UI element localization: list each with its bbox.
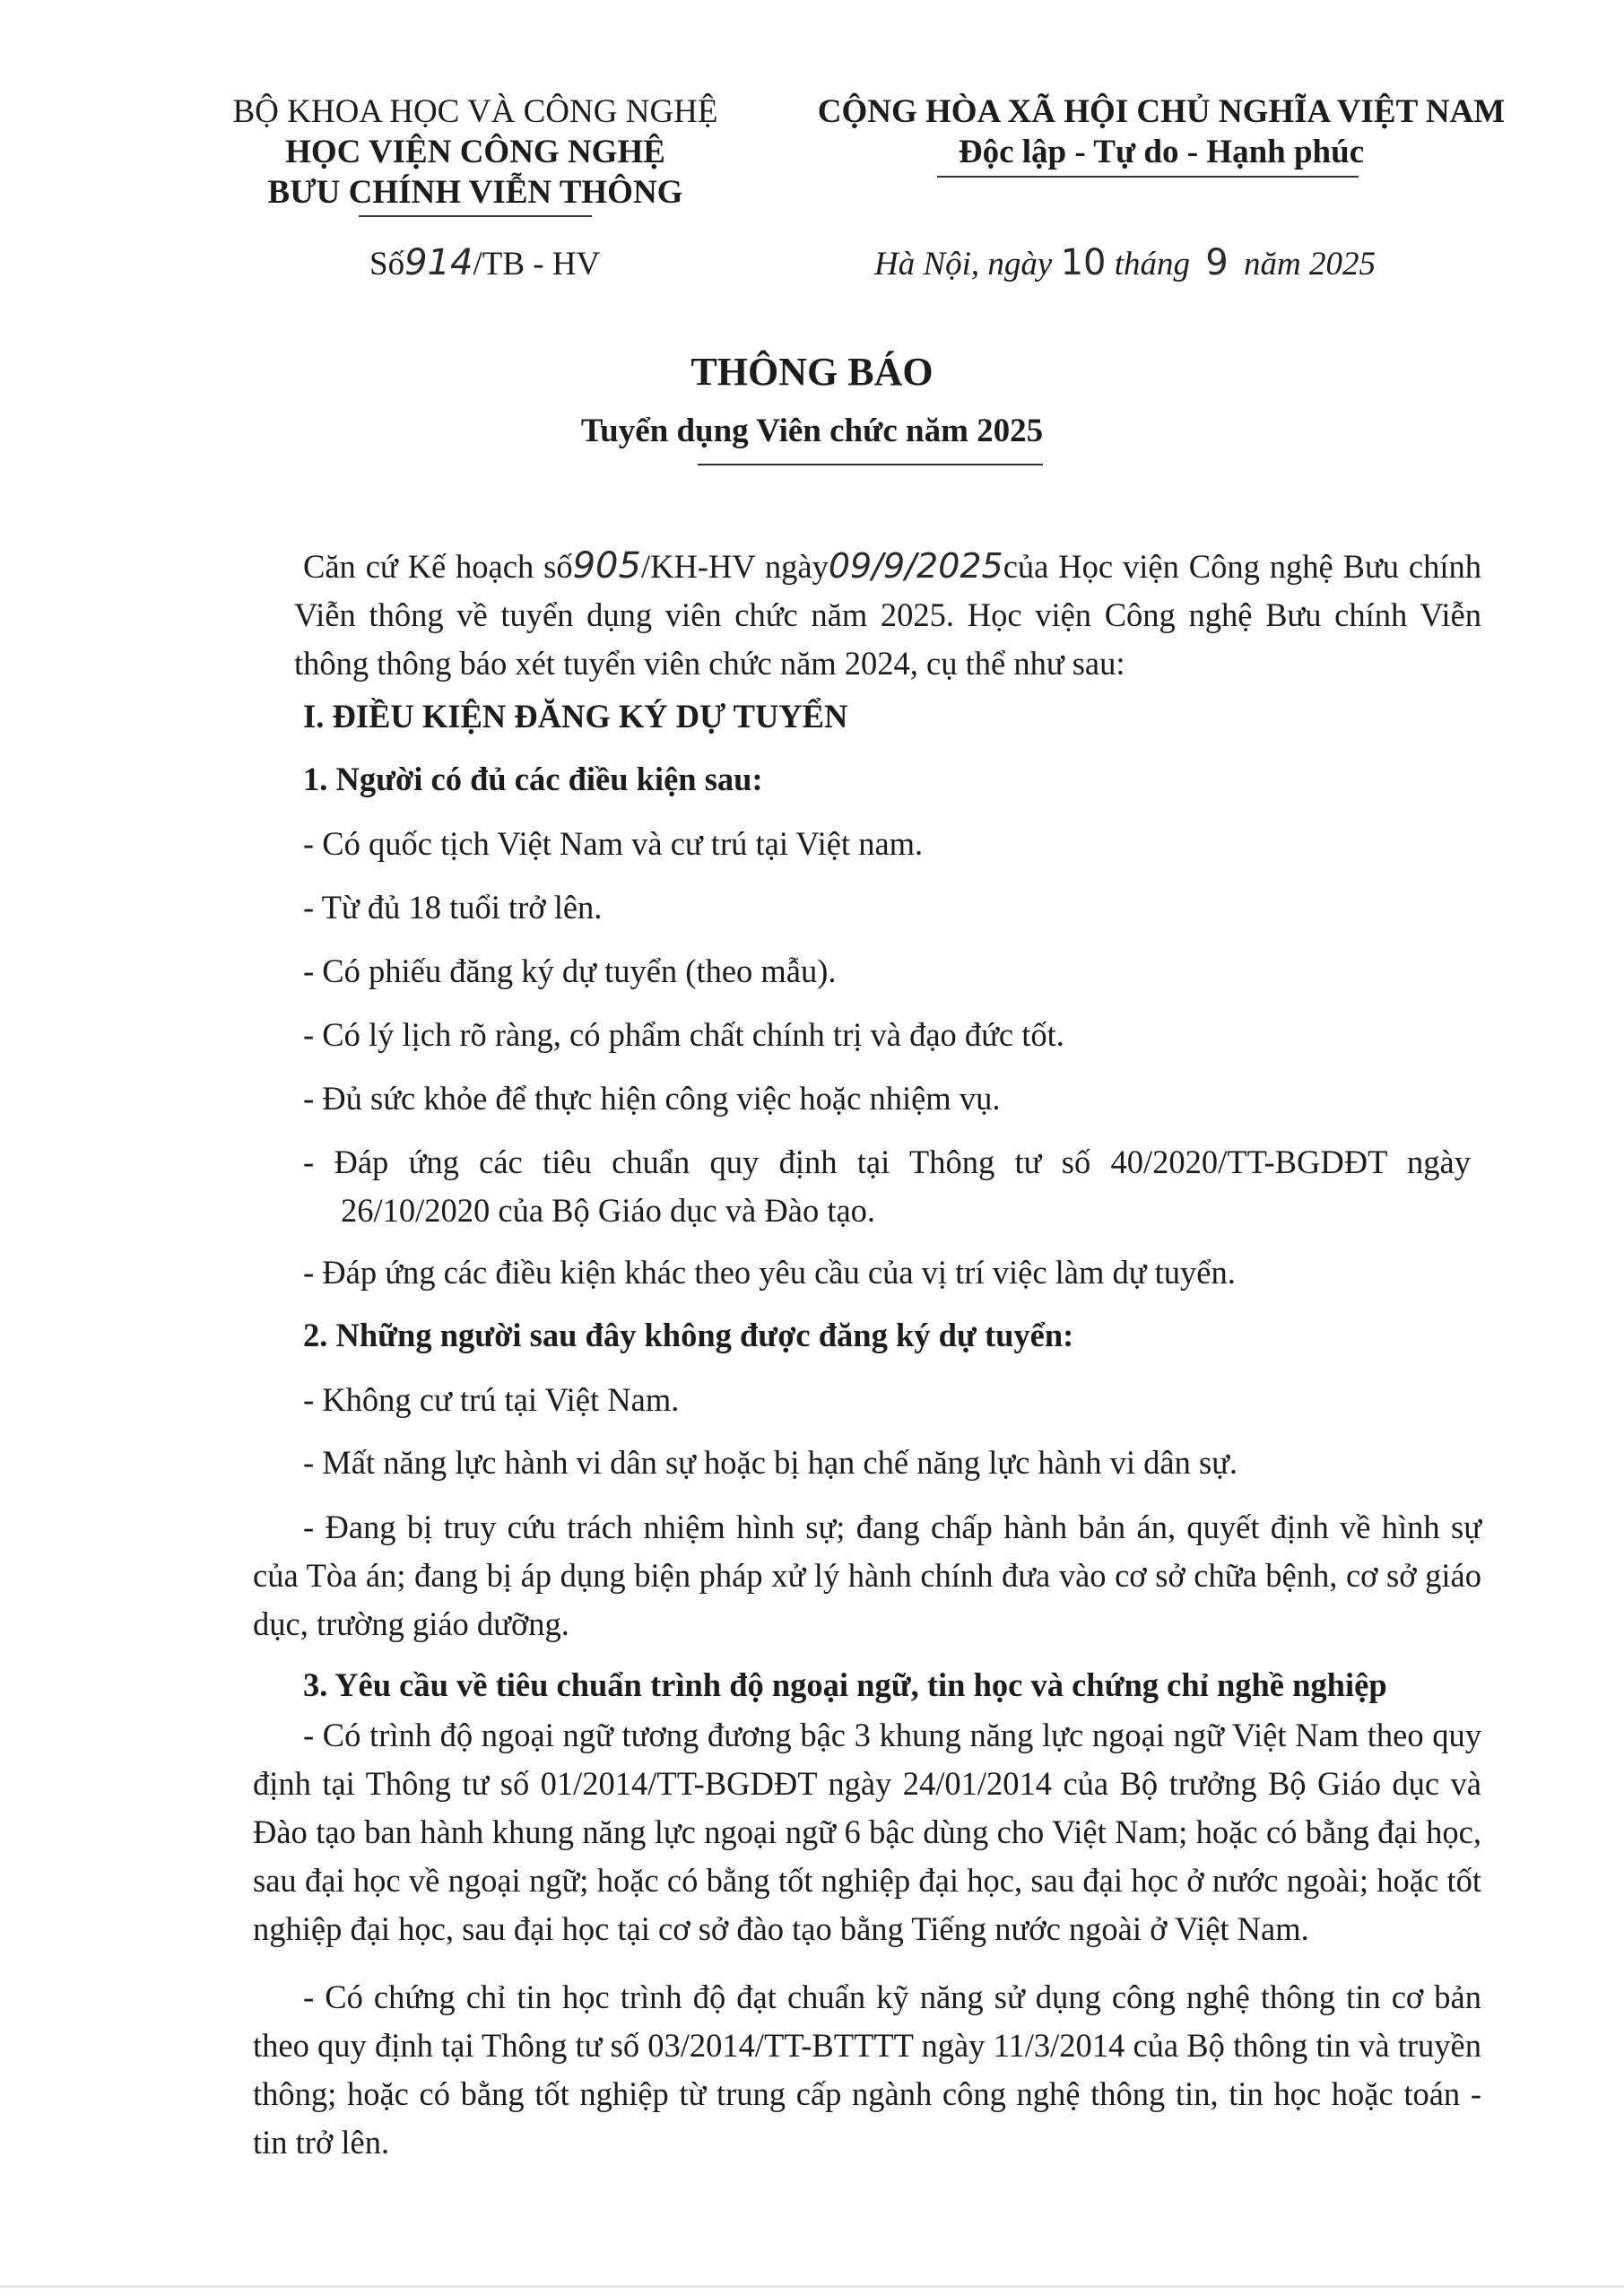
- condition-item: - Có phiếu đăng ký dự tuyển (theo mẫu).: [303, 952, 837, 989]
- requirement-item: - Có trình độ ngoại ngữ tương đương bậc 3 khung năng lực ngoại ngữ Việt Nam theo quy định tại Thông tư số 01/2014/TT-BGDĐT ngày 24/01/2014 của Bộ trưởng Bộ Giáo dục và Đào tạo ban hành khung năng lực ngoại ngữ 6 bậc dùng cho Việt Nam; hoặc có bằng đại học, sau đại học về ngoại ngữ; hoặc có bằng tốt nghiệp đại học, sau đại học ở nước ngoài; hoặc tốt nghiệp đại học, sau đại học tại cơ sở đào tạo bằng Tiếng nước ngoài ở Việt Nam.: [253, 1717, 1481, 1947]
- header-left: [206, 91, 744, 213]
- page-subtitle: Tuyển dụng Viên chức năm 2025: [580, 413, 1044, 449]
- subsection-3-title: 3. Yêu cầu về tiêu chuẩn trình độ ngoại ngữ, tin học và chứng chỉ nghề nghiệp: [303, 1666, 1387, 1703]
- document-date: [874, 240, 1376, 287]
- condition-item: - Từ đủ 18 tuổi trở lên.: [303, 889, 603, 926]
- intro-text-3: của Học viện Công nghệ Bưu chính Viễn thông về tuyển dụng viên chức năm 2025. Học viện Công nghệ Bưu chính Viễn thông thông báo xét tuyển viên chức năm 2024, cụ thể như sau:: [294, 548, 1481, 682]
- date-year: năm 2025: [1244, 246, 1376, 283]
- subtitle-underline: [698, 464, 1043, 465]
- header-right: [789, 91, 1533, 172]
- date-month-handwritten: 9: [1205, 242, 1229, 283]
- date-place: Hà Nội, ngày: [874, 246, 1053, 283]
- condition-item: - Đáp ứng các điều kiện khác theo yêu cầu của vị trí việc làm dự tuyển.: [303, 1254, 1236, 1291]
- ministry-name: BỘ KHOA HỌC VÀ CÔNG NGHỆ: [232, 93, 718, 130]
- intro-paragraph: [294, 542, 1481, 688]
- plan-number-handwritten: 905: [572, 545, 641, 587]
- doc-number-suffix: /TB - HV: [473, 246, 601, 283]
- institute-name-line2: BƯU CHÍNH VIỄN THÔNG: [267, 174, 683, 211]
- intro-text-1: Căn cứ Kế hoạch số: [303, 548, 573, 585]
- condition-item: - Đáp ứng các tiêu chuẩn quy định tại Thông tư số 40/2020/TT-BGDĐT ngày 26/10/2020 của Bộ Giáo dục và Đào tạo.: [303, 1144, 1471, 1229]
- page-title: THÔNG BÁO: [690, 350, 934, 394]
- motto: Độc lập - Tự do - Hạnh phúc: [958, 134, 1365, 170]
- exclusion-item: - Không cư trú tại Việt Nam.: [303, 1381, 680, 1418]
- date-day-handwritten: 10: [1060, 242, 1107, 283]
- subsection-2-title: 2. Những người sau đây không được đăng ký dự tuyển:: [303, 1317, 1074, 1353]
- date-month-label: tháng: [1114, 246, 1191, 283]
- intro-text-2: /KH-HV ngày: [640, 548, 829, 585]
- requirement-item: - Có chứng chỉ tin học trình độ đạt chuẩn kỹ năng sử dụng công nghệ thông tin cơ bản theo quy định tại Thông tư số 03/2014/TT-BTTTT ngày 11/3/2014 của Bộ thông tin và truyền thông; hoặc có bằng tốt nghiệp từ trung cấp ngành công nghệ thông tin, tin học hoặc toán - tin trở lên.: [253, 1979, 1481, 2161]
- institute-name-line1: HỌC VIỆN CÔNG NGHỆ: [285, 134, 665, 170]
- exclusion-item: - Mất năng lực hành vi dân sự hoặc bị hạn chế năng lực hành vi dân sự.: [303, 1444, 1238, 1481]
- country-name: CỘNG HÒA XÃ HỘI CHỦ NGHĨA VIỆT NAM: [817, 93, 1506, 130]
- subsection-1-title: 1. Người có đủ các điều kiện sau:: [303, 761, 763, 797]
- motto-underline: [937, 176, 1359, 178]
- document-number: [369, 240, 600, 287]
- condition-item: - Có quốc tịch Việt Nam và cư trú tại Việt nam.: [303, 825, 924, 862]
- exclusion-item: - Đang bị truy cứu trách nhiệm hình sự; đang chấp hành bản án, quyết định về hình sự của Tòa án; đang bị áp dụng biện pháp xử lý hành chính đưa vào cơ sở chữa bệnh, cơ sở giáo dục, trường giáo dưỡng.: [253, 1509, 1481, 1642]
- condition-item: - Đủ sức khỏe để thực hiện công việc hoặc nhiệm vụ.: [303, 1080, 1001, 1117]
- plan-date-handwritten: 09/9/2025: [828, 546, 1003, 586]
- doc-number-handwritten: 914: [404, 242, 473, 283]
- doc-number-prefix: Số: [369, 246, 405, 283]
- header-left-underline: [359, 215, 592, 217]
- condition-item: - Có lý lịch rõ ràng, có phẩm chất chính trị và đạo đức tốt.: [303, 1016, 1064, 1053]
- scan-edge: [0, 2285, 1624, 2288]
- section-1-title: I. ĐIỀU KIỆN ĐĂNG KÝ DỰ TUYỂN: [303, 698, 848, 735]
